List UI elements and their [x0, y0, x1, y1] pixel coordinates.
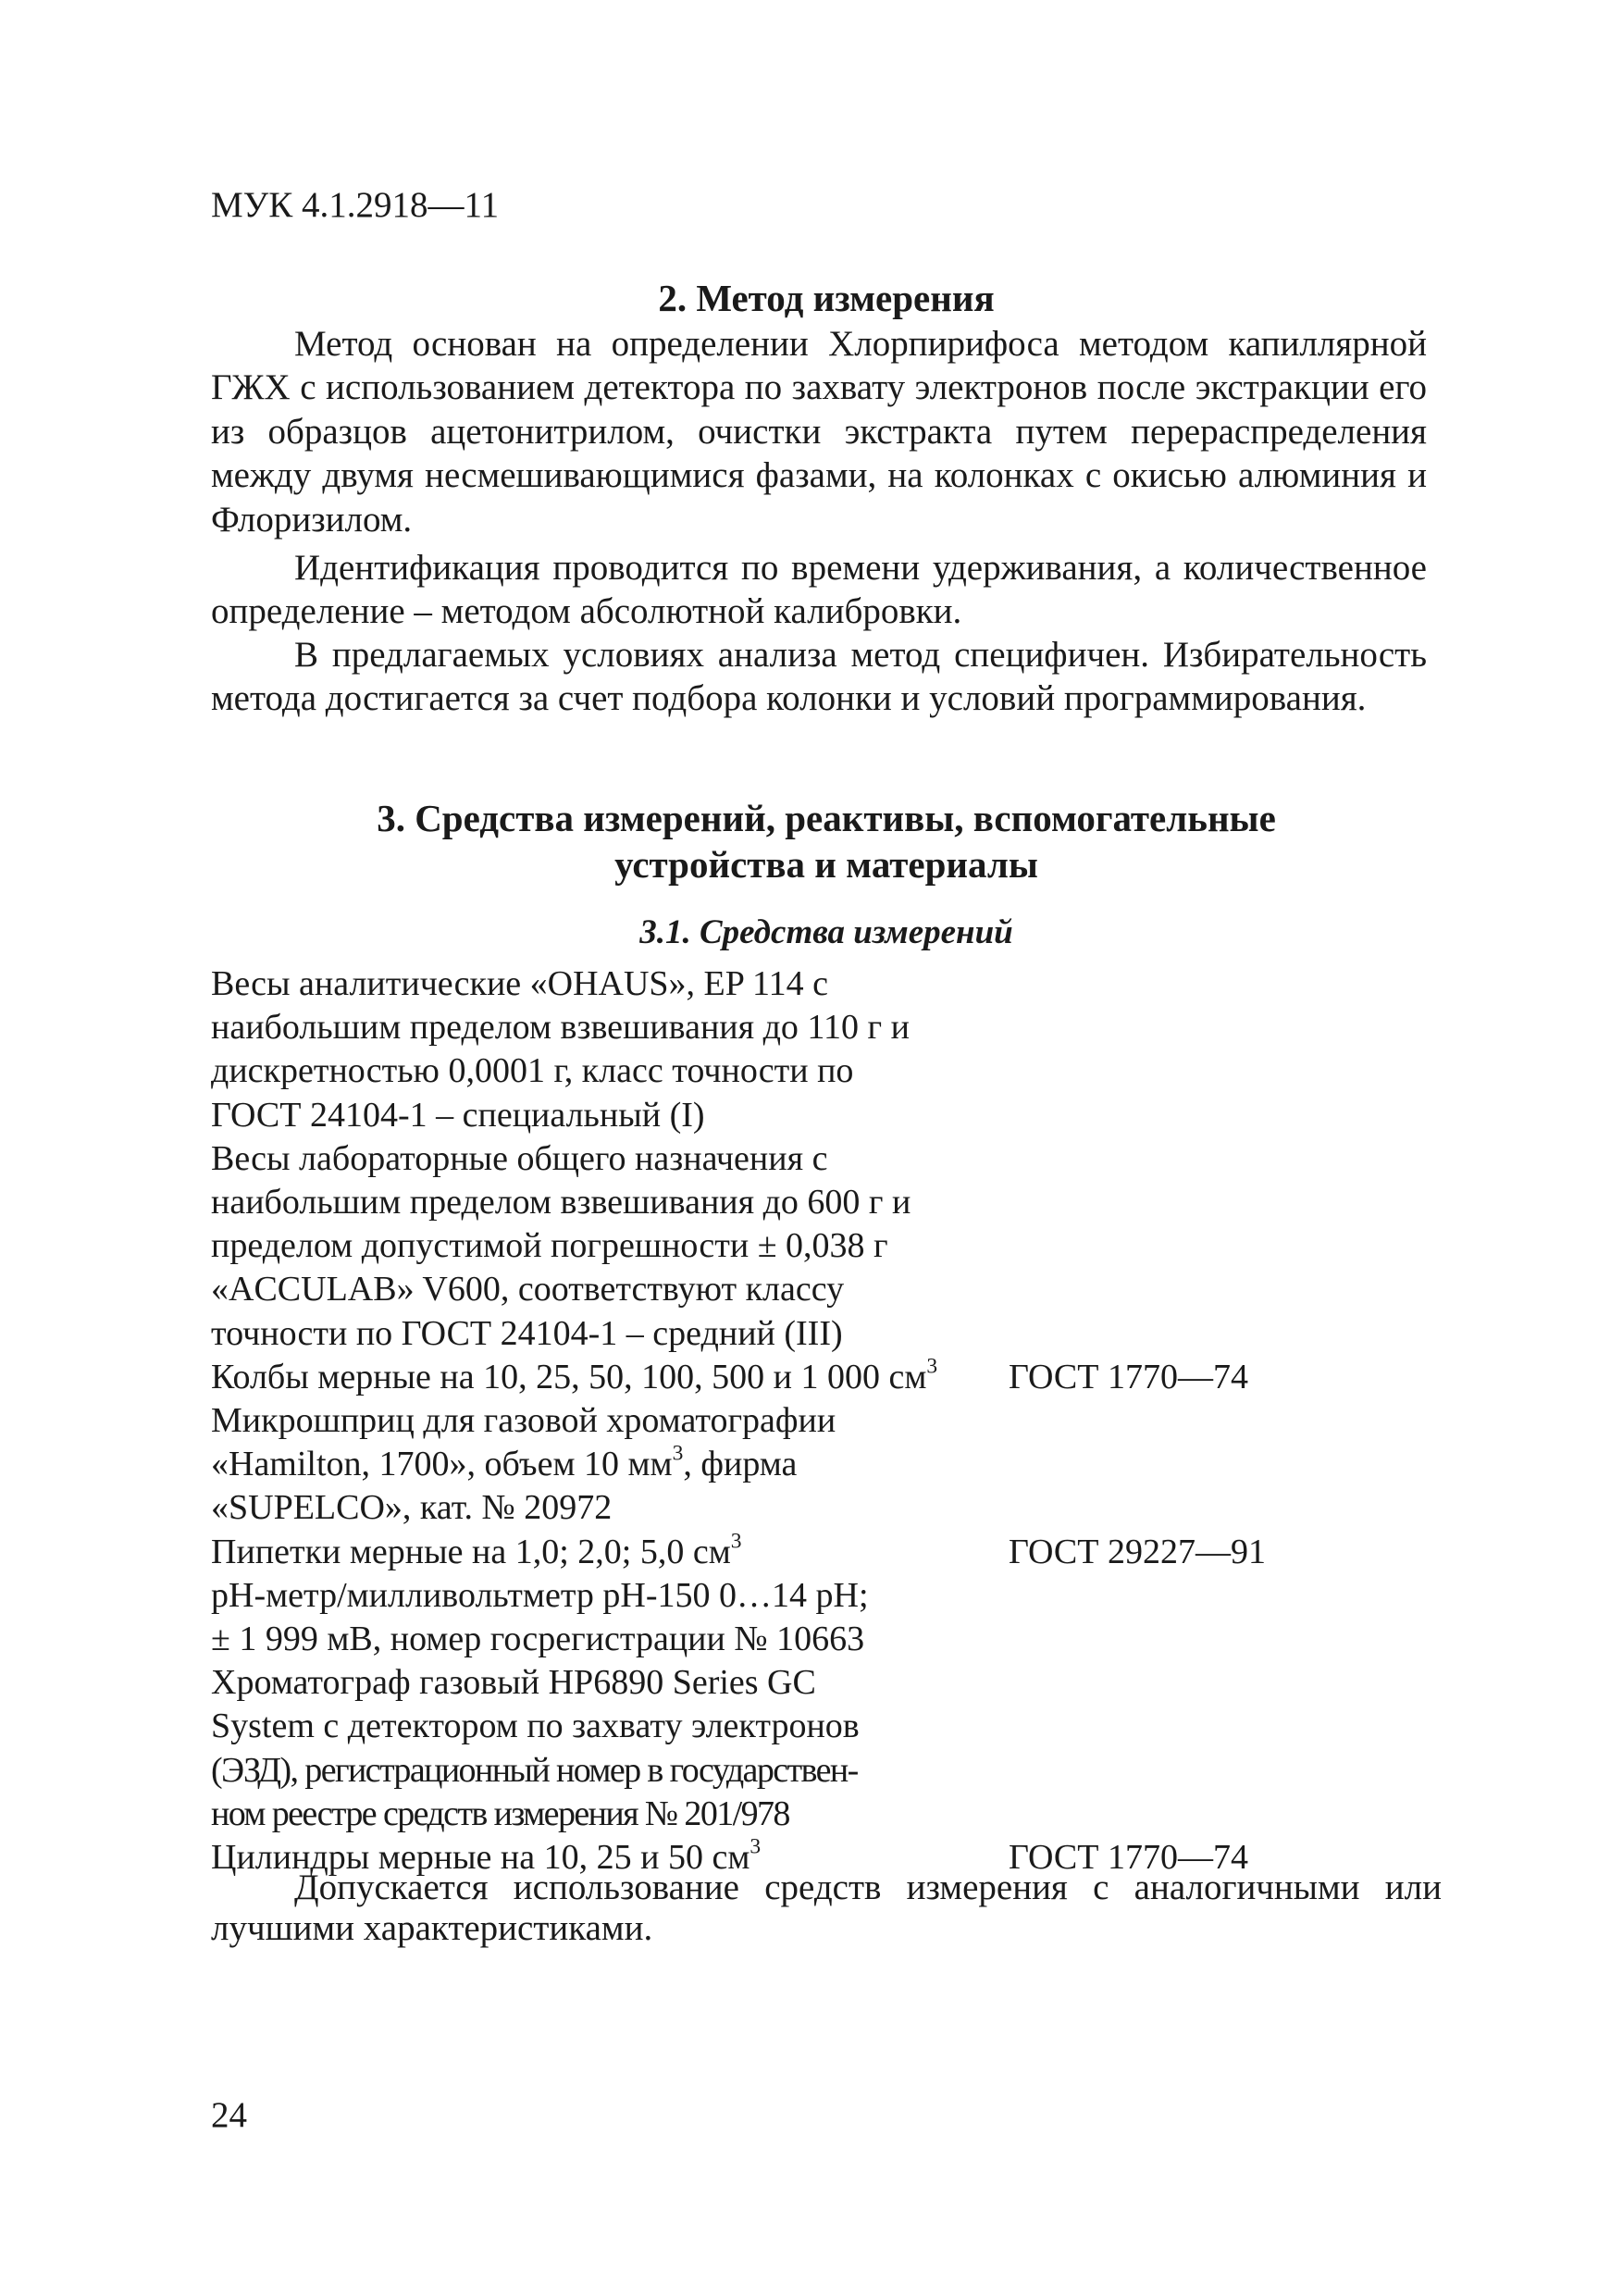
equipment-line — [211, 1531, 1009, 1574]
equipment-item-ph-meter — [211, 1574, 1442, 1661]
equipment-line: «SUPELCO», кат. № 20972 — [211, 1488, 613, 1528]
section-2-title: 2. Метод измерения — [658, 277, 995, 319]
equipment-item-volumetric-flasks — [211, 1356, 1442, 1399]
equipment-line: (ЭЗД), регистрационный номер в государствен- — [211, 1750, 858, 1790]
equipment-line: ± 1 999 мВ, номер госрегистрации № 10663 — [211, 1620, 865, 1659]
section-2-paragraph-1: Метод основан на определении Хлорпирифоса методом капиллярной ГЖХ с использованием детектора по захвату электронов после экстракции его из образцов ацетонитрилом, очистки экстракта путем перераспределения между двумя несмешивающимися фазами, на колонках с окисью алюминия и Флоризилом. — [211, 324, 1427, 540]
equipment-line: Весы лабораторные общего назначения с — [211, 1138, 828, 1178]
section-3-title-line-2: устройства и материалы — [614, 843, 1038, 886]
equipment-item-analytical-balance — [211, 962, 1442, 1137]
equipment-item-pipettes — [211, 1531, 1442, 1574]
equipment-line: Микрошприц для газовой хроматографии — [211, 1401, 836, 1441]
page-number: 24 — [211, 2095, 247, 2135]
equipment-list — [211, 962, 1442, 1880]
superscript: 3 — [926, 1354, 938, 1379]
equipment-line: Весы аналитические «OHAUS», EP 114 с — [211, 964, 828, 1003]
equipment-line-text: Цилиндры мерные на 10, 25 и 50 см — [211, 1838, 750, 1878]
equipment-line-text: Пипетки мерные на 1,0; 2,0; 5,0 см — [211, 1532, 731, 1571]
equipment-note: Допускается использование средств измерения с аналогичными или лучшими характеристиками. — [211, 1868, 1442, 1948]
equipment-item-gas-chromatograph — [211, 1661, 1442, 1836]
equipment-item-microsyringe — [211, 1399, 1442, 1531]
superscript: 3 — [672, 1441, 684, 1466]
subsection-3-1-title: 3.1. Средства измерений — [639, 913, 1013, 951]
document-code: МУК 4.1.2918—11 — [211, 185, 500, 225]
equipment-line-text: «Hamilton, 1700», объем 10 мм — [211, 1445, 673, 1484]
equipment-line: пределом допустимой погрешности ± 0,038 г — [211, 1226, 888, 1266]
equipment-line: наибольшим пределом взвешивания до 110 г и — [211, 1008, 910, 1048]
equipment-line: ном реестре средств измерения № 201/978 — [211, 1793, 789, 1833]
equipment-line-text: , фирма — [683, 1445, 798, 1484]
equipment-line — [211, 1443, 1009, 1486]
equipment-line: pH-метр/милливольтметр pH-150 0…14 pH; — [211, 1575, 869, 1615]
equipment-line: наибольшим пределом взвешивания до 600 г и — [211, 1183, 911, 1222]
superscript: 3 — [730, 1529, 742, 1554]
section-2-paragraph-3: В предлагаемых условиях анализа метод специфичен. Избирательность метода достигается за счет подбора колонки и условий программирования. — [211, 635, 1427, 719]
superscript: 3 — [750, 1834, 762, 1859]
equipment-line: «ACCULAB» V600, соответствуют классу — [211, 1270, 845, 1309]
section-3-title-line-1: 3. Средства измерений, реактивы, вспомогательные — [377, 797, 1276, 839]
equipment-standard: ГОСТ 1770—74 — [1009, 1838, 1248, 1878]
equipment-line: Хроматограф газовый HP6890 Series GC — [211, 1663, 816, 1703]
equipment-standard: ГОСТ 1770—74 — [1009, 1357, 1248, 1396]
equipment-standard: ГОСТ 29227—91 — [1009, 1532, 1266, 1571]
equipment-line-text: Колбы мерные на 10, 25, 50, 100, 500 и 1 000 см — [211, 1357, 927, 1396]
equipment-line: точности по ГОСТ 24104-1 – средний (III) — [211, 1313, 843, 1353]
equipment-line: дискретностью 0,0001 г, класс точности по — [211, 1051, 854, 1091]
equipment-line: System с детектором по захвату электронов — [211, 1706, 860, 1746]
equipment-line — [211, 1356, 1009, 1399]
equipment-item-laboratory-balance — [211, 1137, 1442, 1356]
equipment-line: ГОСТ 24104-1 – специальный (I) — [211, 1095, 705, 1135]
section-2-paragraph-2: Идентификация проводится по времени удерживания, а количественное определение – методом абсолютной калибровки. — [211, 548, 1427, 632]
